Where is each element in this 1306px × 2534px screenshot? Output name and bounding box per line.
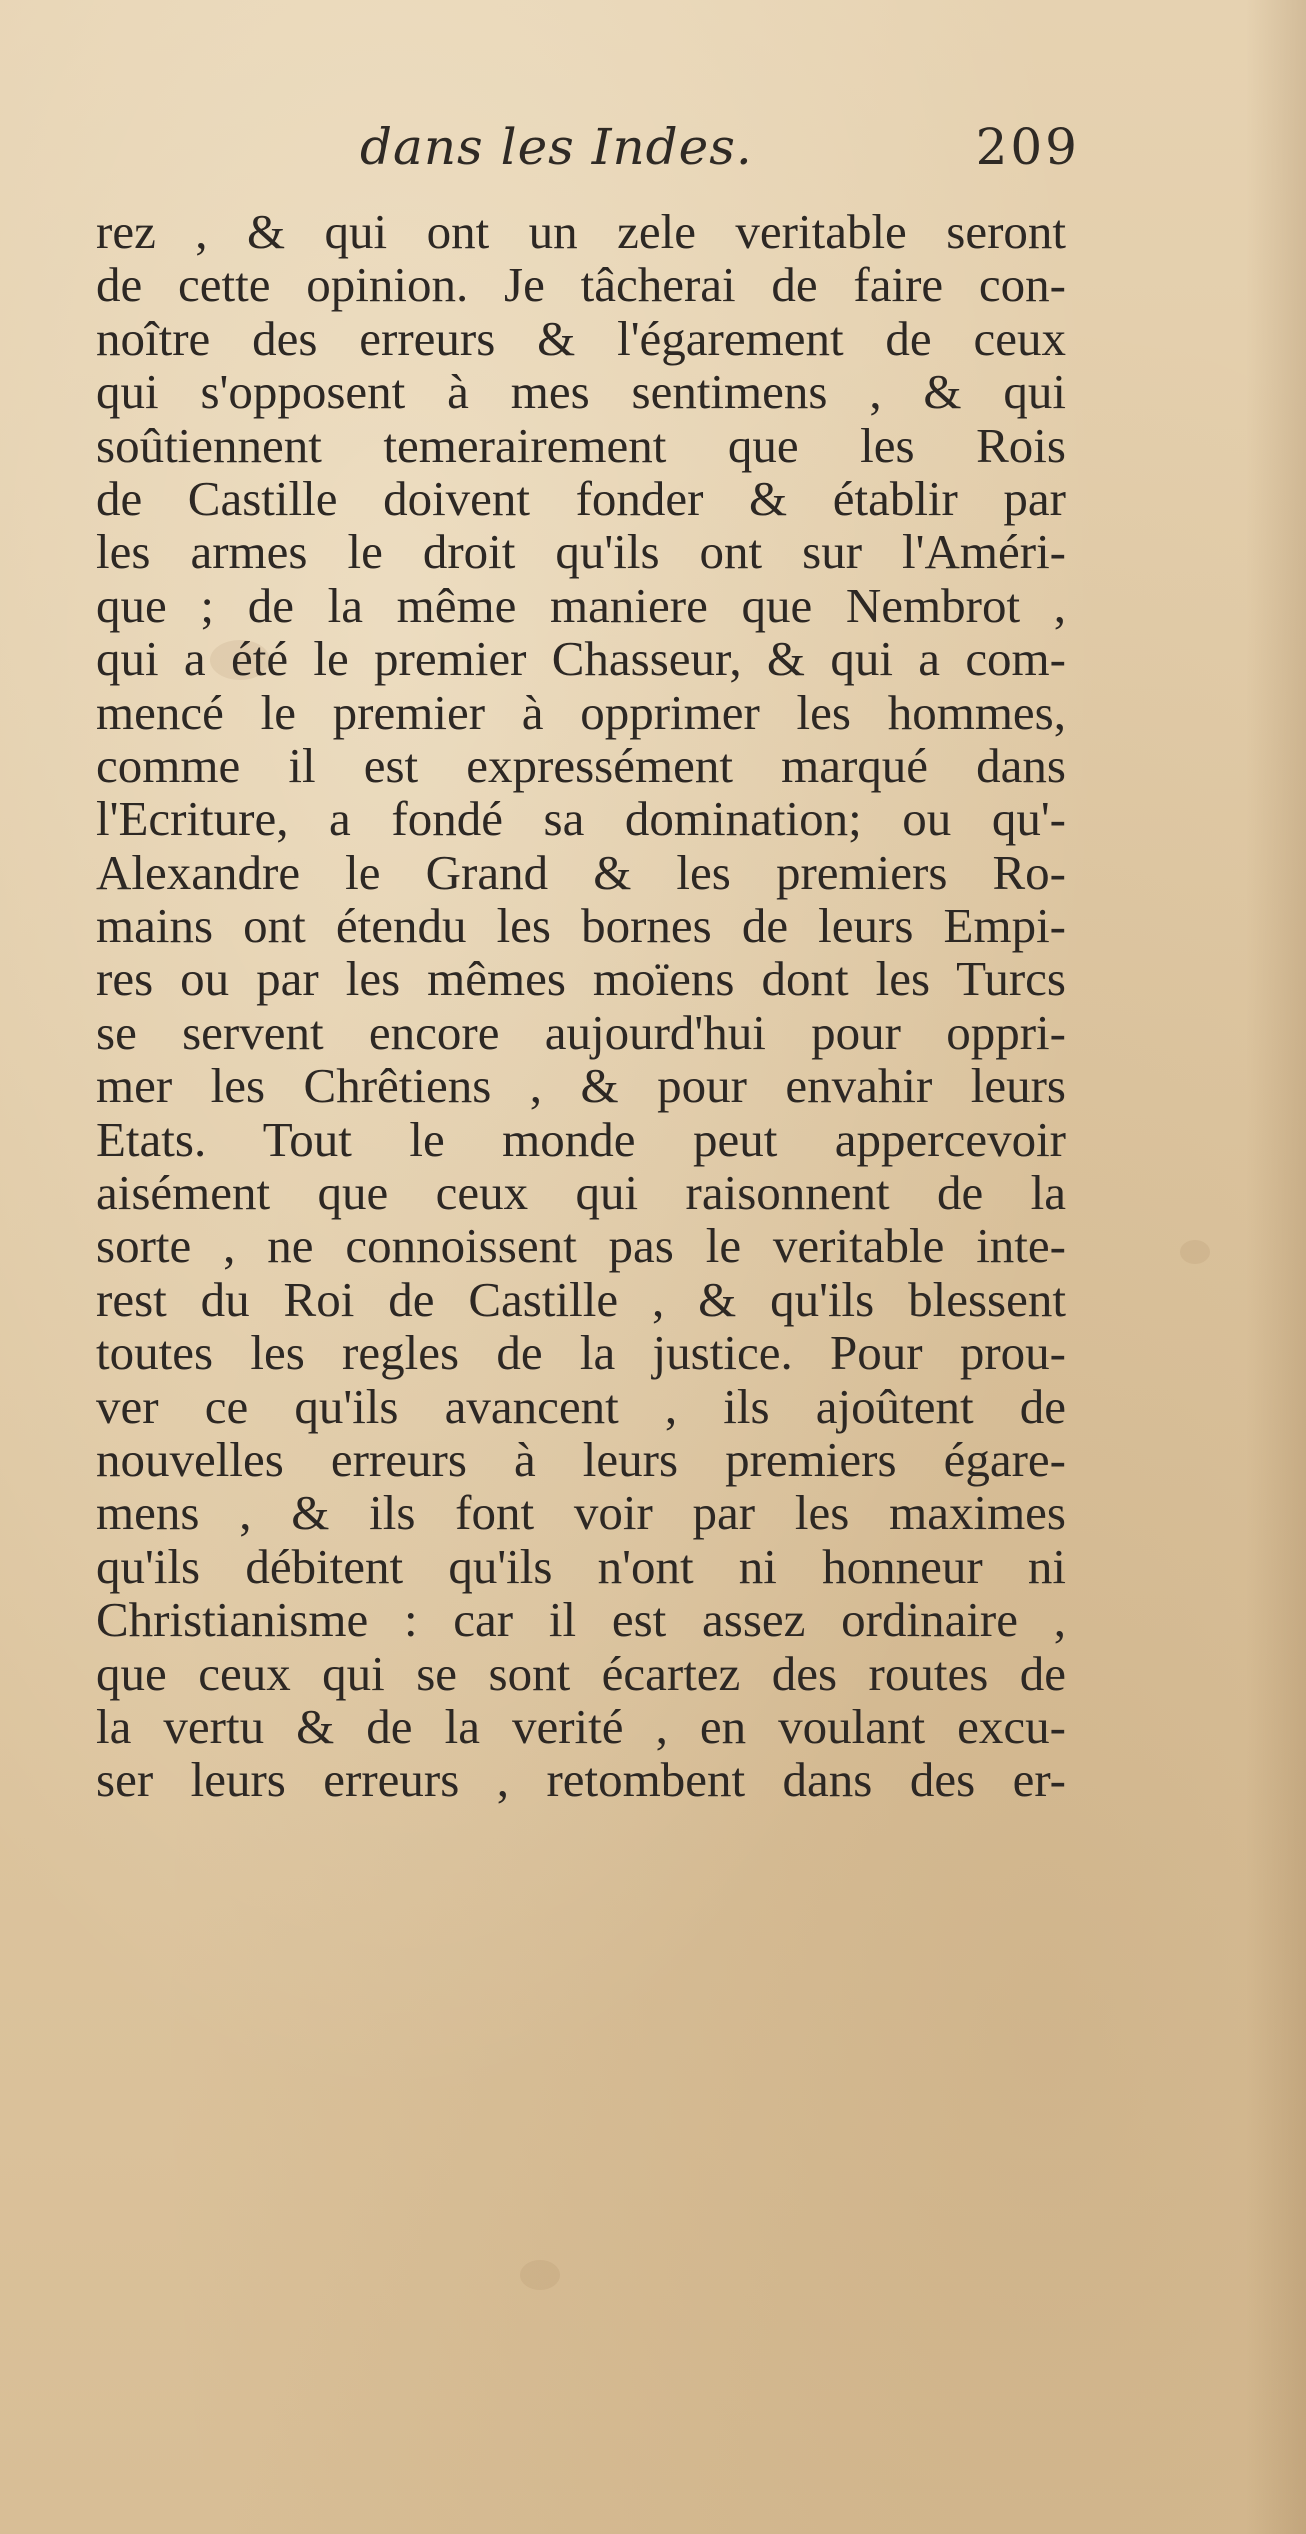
text-line: les armes le droit qu'ils ont sur l'Améri- [96, 524, 1066, 580]
text-line: sorte , ne connoissent pas le veritable inte- [96, 1218, 1066, 1274]
text-line: ver ce qu'ils avancent , ils ajoûtent de [96, 1378, 1066, 1434]
text-line: Alexandre le Grand & les premiers Ro- [96, 844, 1066, 900]
page-edge-shadow [1246, 0, 1306, 2534]
text-line: toutes les regles de la justice. Pour prou- [96, 1325, 1066, 1381]
text-line: res ou par les mêmes moïens dont les Turcs [96, 951, 1066, 1007]
text-line: nouvelles erreurs à leurs premiers égare- [96, 1431, 1066, 1487]
text-line: rest du Roi de Castille , & qu'ils blessent [96, 1271, 1066, 1327]
text-line: mer les Chrêtiens , & pour envahir leurs [96, 1058, 1066, 1114]
text-line: que ; de la même maniere que Nembrot , [96, 577, 1066, 633]
text-line: de cette opinion. Je tâcherai de faire con- [96, 257, 1066, 313]
text-line: se servent encore aujourd'hui pour oppri- [96, 1004, 1066, 1060]
text-line: comme il est expressément marqué dans [96, 737, 1066, 793]
text-line: mencé le premier à opprimer les hommes, [96, 684, 1066, 740]
text-line: aisément que ceux qui raisonnent de la [96, 1165, 1066, 1221]
text-line: mens , & ils font voir par les maximes [96, 1485, 1066, 1541]
text-line: de Castille doivent fonder & établir par [96, 470, 1066, 526]
text-line: que ceux qui se sont écartez des routes de [96, 1645, 1066, 1701]
text-line: soûtiennent temerairement que les Rois [96, 417, 1066, 473]
page-header [360, 118, 1080, 198]
text-line: qui s'opposent à mes sentimens , & qui [96, 364, 1066, 420]
text-line: l'Ecriture, a fondé sa domination; ou qu'- [96, 791, 1066, 847]
text-line: rez , & qui ont un zele veritable seront [96, 204, 1066, 259]
running-head: dans les Indes. [360, 118, 753, 176]
text-line: qu'ils débitent qu'ils n'ont ni honneur ni [96, 1538, 1066, 1594]
text-line: la vertu & de la verité , en voulant excu- [96, 1698, 1066, 1754]
text-line: ser leurs erreurs , retombent dans des er- [96, 1752, 1066, 1808]
foxing-spot [520, 2260, 560, 2290]
text-line: Christianisme : car il est assez ordinaire , [96, 1592, 1066, 1648]
page-number: 209 [975, 118, 1080, 176]
foxing-spot [1180, 1240, 1210, 1264]
text-line: mains ont étendu les bornes de leurs Empi- [96, 898, 1066, 954]
text-line: qui a été le premier Chasseur, & qui a com- [96, 631, 1066, 687]
text-line: Etats. Tout le monde peut appercevoir [96, 1111, 1066, 1167]
text-line: noître des erreurs & l'égarement de ceux [96, 310, 1066, 366]
body-text [96, 205, 1066, 1807]
